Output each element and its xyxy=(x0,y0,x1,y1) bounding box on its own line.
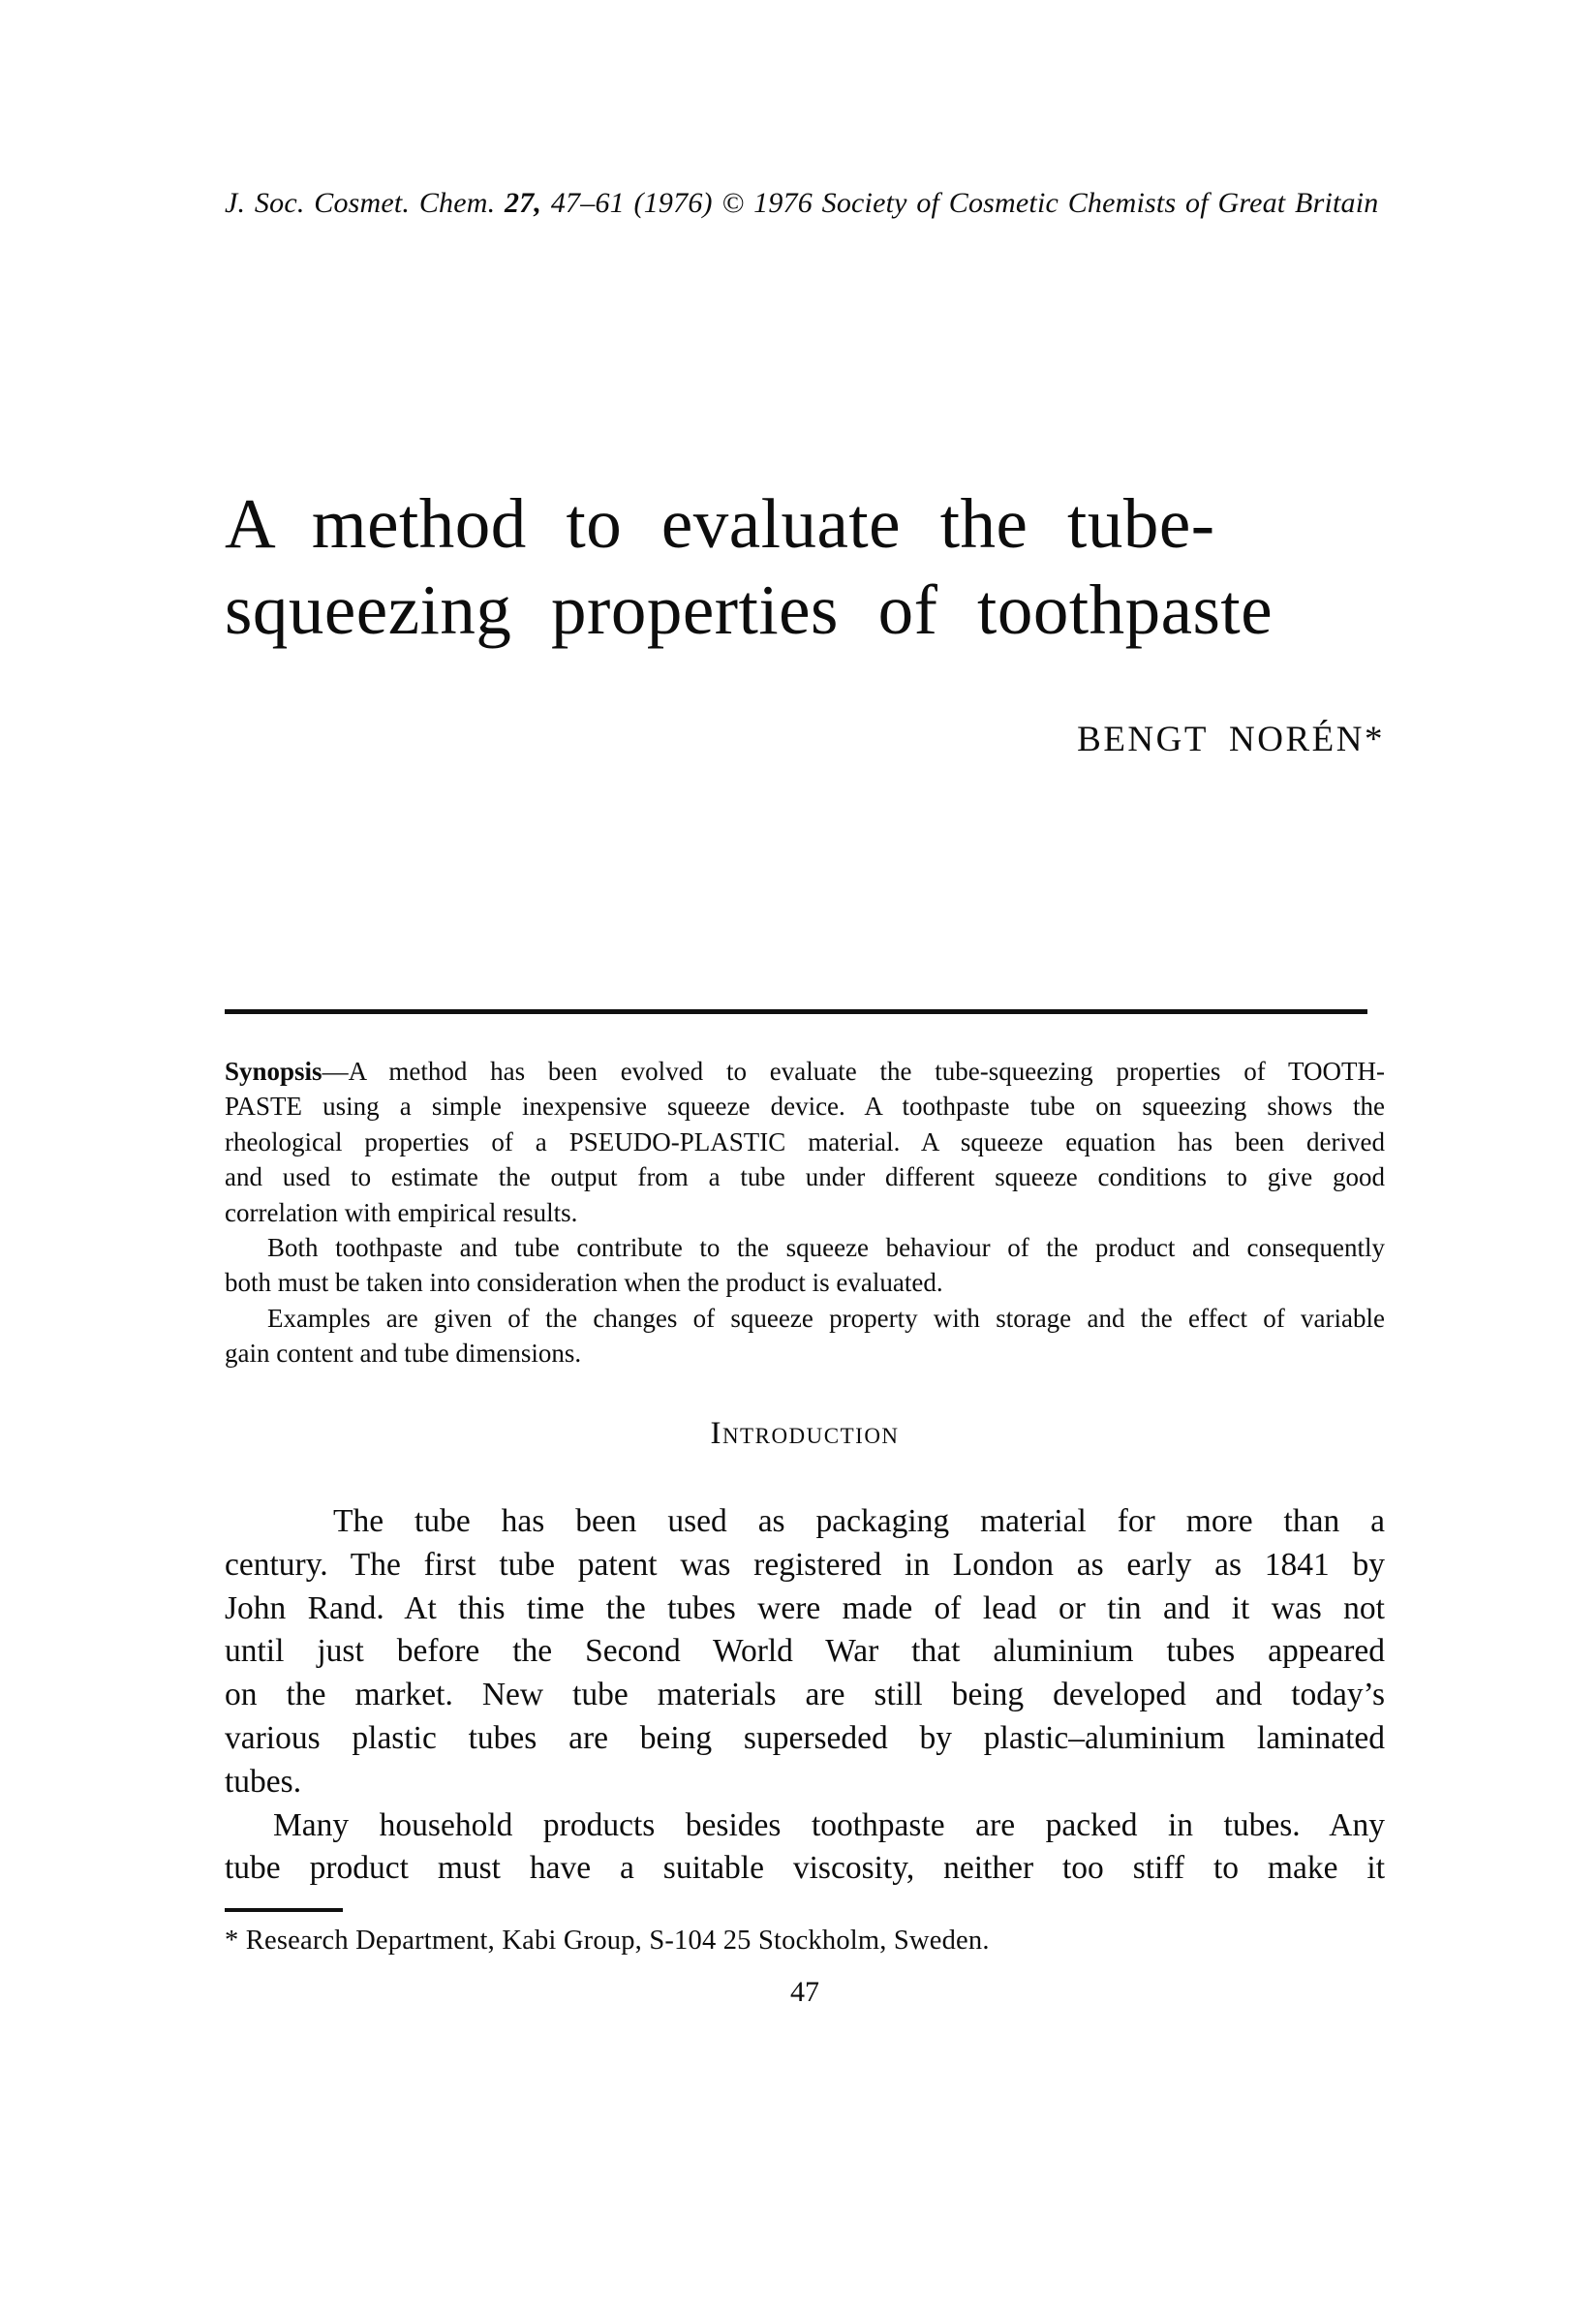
citation-journal-abbrev: J. Soc. Cosmet. Chem. xyxy=(225,187,496,219)
synopsis-block xyxy=(225,1054,1385,1372)
intro-paragraph-2 xyxy=(225,1804,1385,1892)
text-line: The tube has been used as packaging material for more than a xyxy=(333,1503,1385,1539)
text-line: both must be taken into consideration when the product is evaluated. xyxy=(225,1268,943,1298)
synopsis-paragraph-2 xyxy=(225,1230,1385,1301)
text-line: various plastic tubes are being superseded by plastic–aluminium laminated xyxy=(225,1719,1385,1756)
synopsis-first-line-text: —A method has been evolved to evaluate the tube-squeezing properties of TOOTH- xyxy=(322,1057,1385,1086)
text-line: until just before the Second World War that aluminium tubes appeared xyxy=(225,1633,1385,1670)
text-line: on the market. New tube materials are still being developed and today’s xyxy=(225,1677,1385,1713)
text-line: John Rand. At this time the tubes were made of lead or tin and it was not xyxy=(225,1589,1385,1626)
journal-citation xyxy=(225,186,1426,221)
introduction-body xyxy=(225,1500,1385,1891)
citation-volume: 27, xyxy=(505,187,542,219)
author-name: BENGT NORÉN* xyxy=(1077,720,1385,759)
text-line: Many household products besides toothpaste are packed in tubes. Any xyxy=(273,1806,1385,1843)
text-line: correlation with empirical results. xyxy=(225,1197,578,1227)
footnote-divider-rule xyxy=(225,1908,343,1912)
text-line: gain content and tube dimensions. xyxy=(225,1339,582,1369)
page-number: 47 xyxy=(790,1976,819,2008)
text-line: tubes. xyxy=(225,1763,302,1800)
text-line: tube product must have a suitable viscosity, neither too stiff to make it xyxy=(225,1850,1385,1887)
text-line: and used to estimate the output from a tube under different squeeze conditions to give good xyxy=(225,1162,1385,1192)
paper-title xyxy=(225,480,1445,653)
citation-rest: 47–61 (1976) © 1976 Society of Cosmetic Chemists of Great Britain xyxy=(550,187,1379,219)
text-line: rheological properties of a PSEUDO-PLASTIC material. A squeeze equation has been derived xyxy=(225,1126,1385,1156)
section-heading-introduction: Introduction xyxy=(710,1416,900,1451)
text-line xyxy=(225,1054,1385,1089)
paper-title-line1: A method to evaluate the tube- xyxy=(225,484,1215,563)
footnote-affiliation: * Research Department, Kabi Group, S-104 25 Stockholm, Sweden. xyxy=(225,1926,990,1956)
intro-paragraph-1 xyxy=(225,1500,1385,1804)
text-line: Examples are given of the changes of squeeze property with storage and the effect of variable xyxy=(267,1303,1385,1333)
text-line: century. The first tube patent was registered in London as early as 1841 by xyxy=(225,1546,1385,1583)
synopsis-divider-rule xyxy=(225,1009,1367,1014)
synopsis-paragraph-1 xyxy=(225,1054,1385,1230)
text-line: Both toothpaste and tube contribute to the squeeze behaviour of the product and consequently xyxy=(267,1233,1385,1263)
synopsis-paragraph-3 xyxy=(225,1301,1385,1372)
text-line: PASTE using a simple inexpensive squeeze device. A toothpaste tube on squeezing shows the xyxy=(225,1092,1385,1122)
synopsis-label: Synopsis xyxy=(225,1057,322,1086)
paper-title-line2: squeezing properties of toothpaste xyxy=(225,570,1274,649)
